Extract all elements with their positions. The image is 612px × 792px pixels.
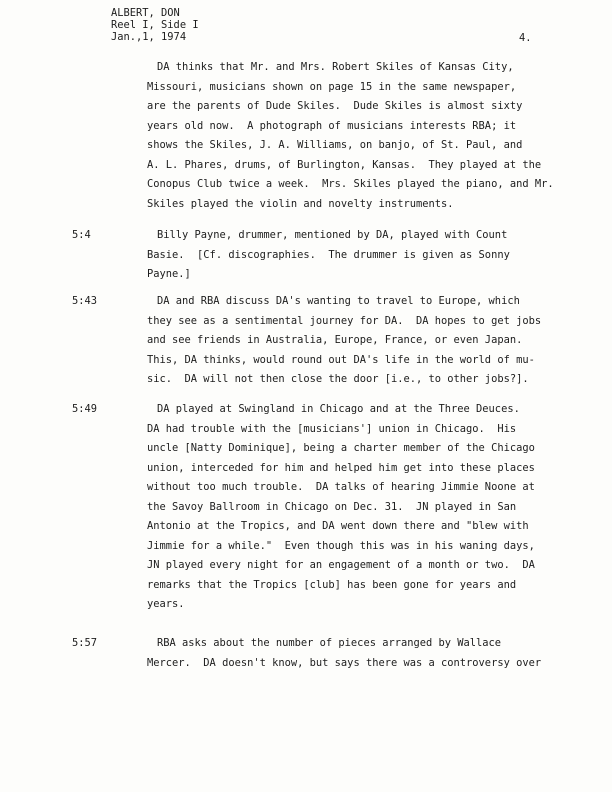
transcript-line: years old now. A photograph of musicians interests RBA; it [147,119,517,132]
transcript-line: Basie. [Cf. discographies. The drummer is given as Sonny [147,248,510,261]
transcript-line: Payne.] [147,268,191,280]
document-header [111,7,199,43]
transcript-line: DA and RBA discuss DA's wanting to travel to Europe, which [157,295,520,307]
transcript-line: Missouri, musicians shown on page 15 in the same newspaper, [147,80,517,93]
transcript-line: uncle [Natty Dominique], being a charter member of the Chicago [147,442,535,454]
transcript-line: DA played at Swingland in Chicago and at the Three Deuces. [157,403,520,415]
page-number: 4. [519,32,532,44]
transcript-line: union, interceded for him and helped him get into these places [147,461,535,474]
transcript-line: DA had trouble with the [musicians'] union in Chicago. His [147,422,517,435]
tape-timestamp: 5:43 [72,295,98,307]
interviewee-name: ALBERT, DON [111,7,180,19]
transcript-line: This, DA thinks, would round out DA's life in the world of mu- [147,353,535,366]
transcript-line: shows the Skiles, J. A. Williams, on banjo, of St. Paul, and [147,139,523,151]
transcript-line: Antonio at the Tropics, and DA went down there and "blew with [147,520,529,532]
transcript-line: DA thinks that Mr. and Mrs. Robert Skiles of Kansas City, [157,61,514,73]
transcript-line: Mercer. DA doesn't know, but says there was a controversy over [147,656,542,669]
transcript-line: sic. DA will not then close the door [i.e., to other jobs?]. [147,373,529,385]
transcript-line: Conopus Club twice a week. Mrs. Skiles played the piano, and Mr. [147,178,554,190]
tape-timestamp: 5:57 [72,637,98,649]
transcript-line: Jimmie for a while." Even though this was in his waning days, [147,539,535,552]
tape-timestamp: 5:4 [72,229,91,241]
transcript-line: RBA asks about the number of pieces arranged by Wallace [157,637,502,649]
transcript-line: JN played every night for an engagement of a month or two. DA [147,559,535,571]
transcript-line: Billy Payne, drummer, mentioned by DA, played with Count [157,229,508,241]
transcript-line: without too much trouble. DA talks of hearing Jimmie Noone at [147,481,535,493]
transcript-line: Skiles played the violin and novelty instruments. [147,197,454,210]
transcript-line: they see as a sentimental journey for DA. DA hopes to get jobs [147,314,542,327]
reel-side: Reel I, Side I [111,19,199,31]
transcript-line: years. [147,598,185,610]
transcript-line: and see friends in Australia, Europe, France, or even Japan. [147,334,523,346]
transcript-line: remarks that the Tropics [club] has been gone for years and [147,578,517,591]
transcript-line: A. L. Phares, drums, of Burlington, Kansas. They played at the [147,158,542,171]
tape-timestamp: 5:49 [72,403,98,415]
transcript-line: are the parents of Dude Skiles. Dude Skiles is almost sixty [147,100,523,112]
transcript-line: the Savoy Ballroom in Chicago on Dec. 31. JN played in San [147,500,517,513]
interview-date: Jan.,1, 1974 [111,31,187,43]
